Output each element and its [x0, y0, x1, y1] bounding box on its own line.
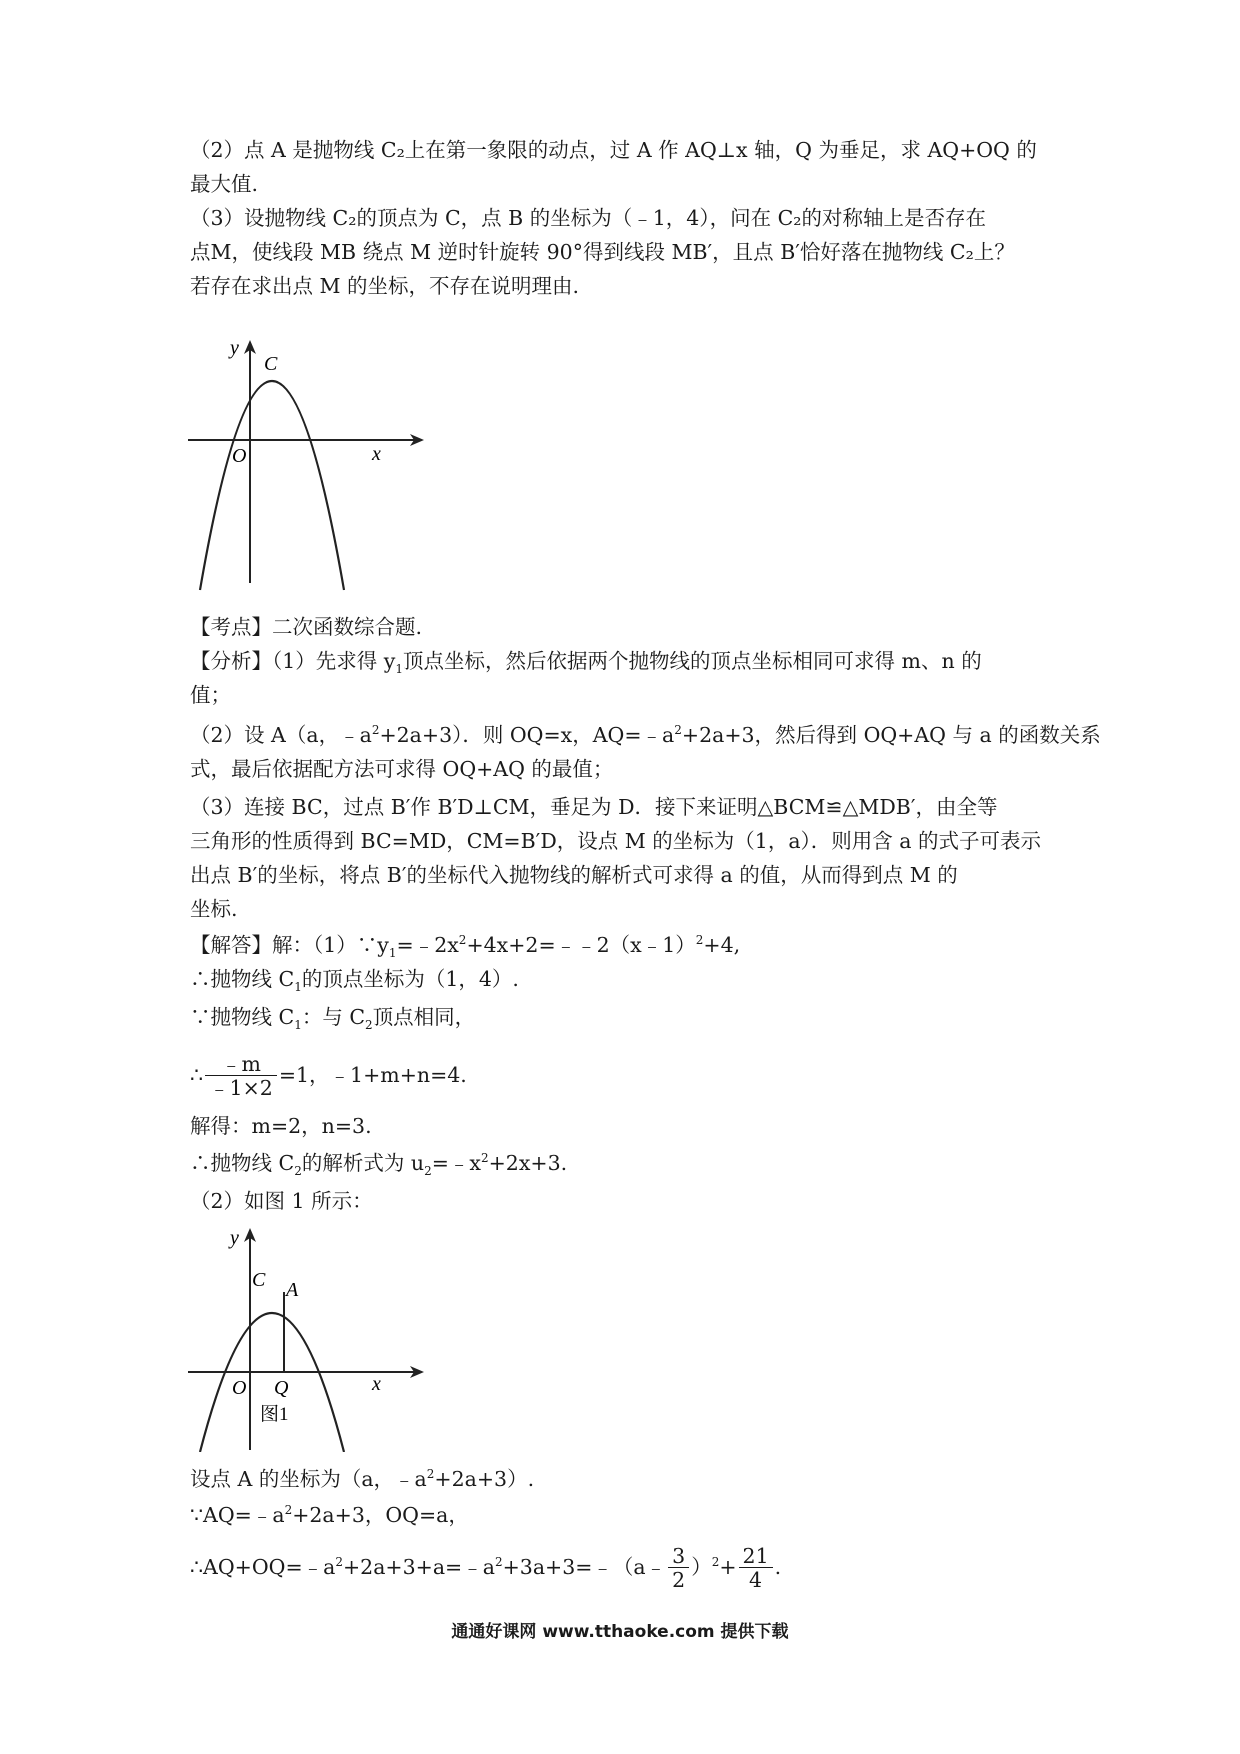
- question-2-line-2: 最大值.: [190, 172, 259, 196]
- solution-line-7: （2）如图 1 所示：: [190, 1189, 373, 1213]
- fig1-origin-label: O: [232, 1377, 247, 1399]
- solution-line-5: 解得：m=2，n=3.: [190, 1114, 372, 1138]
- fig1-vertex-c-label: C: [252, 1269, 266, 1291]
- solution-line-4: ∴ $\frac{﹣m}{﹣1\times 2}$ =1，﹣1+m+n=4.: [190, 1052, 467, 1100]
- solution-line-2: ∴抛物线 $C_1$的顶点坐标为（1，4）.: [190, 967, 519, 995]
- step-line-3: $\therefore AQ+OQ=﹣a^2+2a+3+a=﹣a^2+3a+3=﹣(a﹣$ $\frac{3}{2}$ ）$^2$+ $\frac{21}{4}$ .: [190, 1544, 782, 1592]
- step-line-1: 设点 A 的坐标为（a，$﹣a^2+2a+3$）.: [190, 1467, 535, 1491]
- question-3-line-3: 若存在求出点 M 的坐标，不存在说明理由.: [190, 274, 580, 298]
- question-3-line-1: （3）设抛物线 C₂的顶点为 C，点 B 的坐标为（﹣1，4），问在 C₂的对称轴上是否存在: [190, 206, 987, 230]
- figure-1: [188, 1222, 428, 1452]
- fraction-3-2: $\frac{3}{2}$: [668, 1545, 689, 1592]
- point-q-label: Q: [274, 1377, 289, 1399]
- kaodian-line: 【考点】二次函数综合题.: [190, 615, 423, 639]
- solution-line-3: ∵抛物线 $C_1$：与 $C_2$顶点相同，: [190, 1005, 476, 1033]
- y-axis-label: y: [230, 338, 239, 359]
- analysis-line-4: 式，最后依据配方法可求得 OQ+AQ 的最值；: [190, 757, 614, 781]
- figure-1-caption: 图1: [260, 1404, 289, 1425]
- analysis-line-1: 【分析】（1）先求得 $y_1$顶点坐标，然后依据两个抛物线的顶点坐标相同可求得 m、n 的: [190, 649, 982, 677]
- analysis-line-8: 坐标.: [190, 897, 238, 921]
- footer-credit: 通通好课网 www.tthaoke.com 提供下载: [451, 1622, 789, 1642]
- analysis-line-2: 值；: [190, 683, 231, 707]
- x-axis-label: x: [372, 443, 381, 465]
- step-line-2: $\because AQ=﹣a^2+2a+3$，OQ=a，: [190, 1503, 469, 1527]
- analysis-line-3: （2）设 A（a，$﹣a^2+2a+3$）．则 OQ=x，$AQ=﹣a^2+2a+3$，然后得到 OQ+AQ 与 a 的函数关系: [190, 723, 1101, 747]
- analysis-line-7: 出点 B′的坐标，将点 B′的坐标代入抛物线的解析式可求得 a 的值，从而得到点 M 的: [190, 863, 958, 887]
- parabola-figure: [188, 338, 428, 598]
- fraction-m: $\frac{﹣m}{﹣1\times 2}$: [205, 1053, 277, 1100]
- analysis-line-6: 三角形的性质得到 BC=MD，CM=B′D，设点 M 的坐标为（1，a）．则用含 a 的式子可表示: [190, 829, 1042, 853]
- vertex-c-label: C: [264, 353, 278, 375]
- fig1-x-axis-label: x: [372, 1373, 381, 1395]
- solution-line-1: 【解答】解：$(1)\because y_1=﹣2x^2+4x+2=﹣﹣2(x﹣1)^2+4$,: [190, 933, 741, 961]
- origin-label: O: [232, 445, 247, 467]
- solution-line-6: ∴抛物线 $C_2$的解析式为 $u_2=﹣x^2+2x+3$.: [190, 1151, 568, 1179]
- analysis-line-5: （3）连接 BC，过点 B′作 B′D⊥CM，垂足为 D．接下来证明△BCM≌△MDB′，由全等: [190, 795, 998, 819]
- fig1-y-axis-label: y: [230, 1227, 239, 1249]
- point-a-label: A: [286, 1279, 299, 1301]
- question-2-line-1: （2）点 A 是抛物线 C₂上在第一象限的动点，过 A 作 AQ⊥x 轴，Q 为垂足，求 AQ+OQ 的: [190, 138, 1037, 162]
- fraction-21-4: $\frac{21}{4}$: [739, 1545, 773, 1592]
- question-3-line-2: 点M，使线段 MB 绕点 M 逆时针旋转 90°得到线段 MB′，且点 B′恰好落在抛物线 C₂上？: [190, 240, 1015, 264]
